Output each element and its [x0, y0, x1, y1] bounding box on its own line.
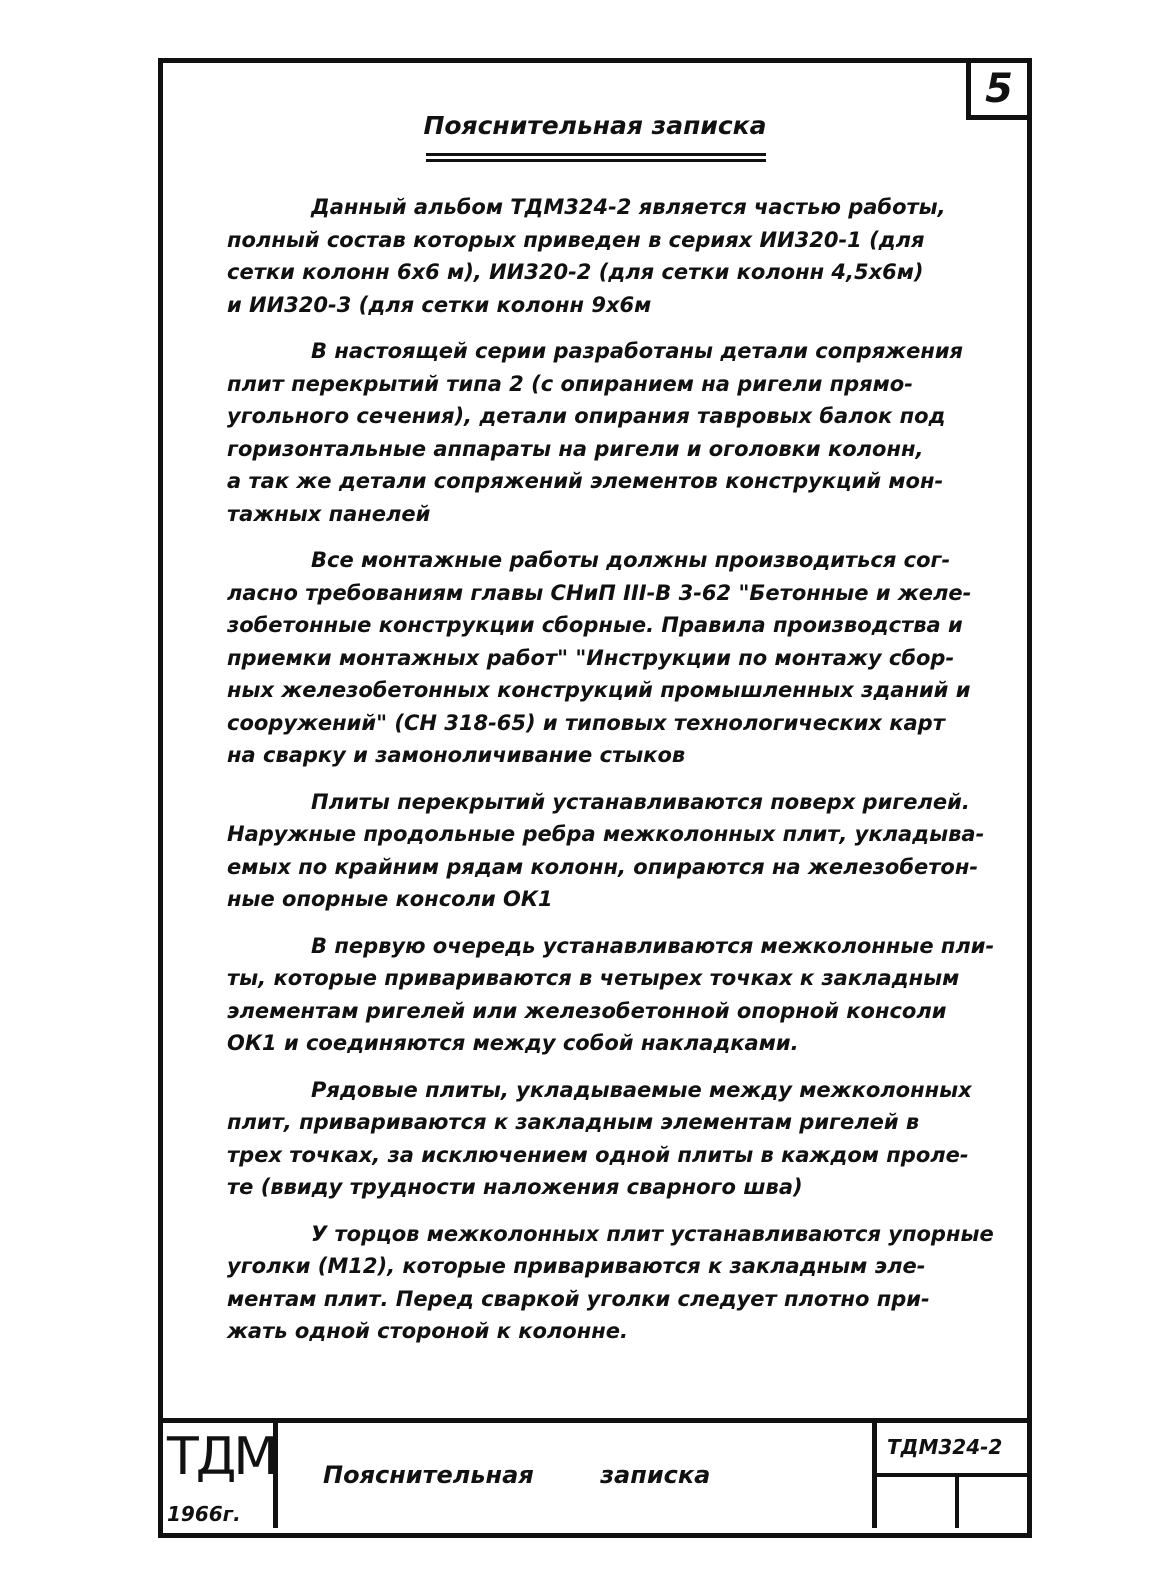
page-number: 5 [966, 58, 1032, 120]
text-line: Наружные продольные ребра межколонных плит, укладыва- [227, 822, 985, 846]
paragraph [227, 544, 1027, 772]
text-line: емых по крайним рядам колонн, опираются на железобетон- [227, 854, 979, 879]
text-line: и ИИ320-3 (для сетки колонн 9х6м [227, 292, 652, 317]
text-line: приемки монтажных работ" "Инструкции по монтажу сбор- [227, 645, 955, 670]
stamp-code-box [872, 1423, 1027, 1528]
title-underline [426, 153, 766, 156]
text-line: те (ввиду трудности наложения сварного шва) [227, 1175, 803, 1199]
note-body [227, 191, 1027, 1362]
text-line: плит перекрытий типа 2 (с опиранием на ригели прямо- [227, 371, 913, 396]
text-line: ты, которые привариваются в четырех точках к закладным [227, 966, 960, 990]
paragraph [227, 1218, 1027, 1348]
text-line: ные опорные консоли ОК1 [227, 887, 553, 911]
album-code: ТДМ324-2 [887, 1435, 1003, 1459]
paragraph [227, 191, 1027, 321]
text-line: зобетонные конструкции сборные. Правила производства и [227, 613, 963, 637]
document-sheet [158, 58, 1032, 1538]
text-line: ласно требованиям главы СНиП III-В 3-62 "Бетонные и желе- [227, 580, 972, 605]
title-block [163, 1418, 1027, 1533]
title-underline-2 [426, 159, 766, 162]
text-line: сооружений" (СН 318-65) и типовых технологических карт [227, 710, 945, 735]
page-title: Пояснительная записка [423, 111, 767, 140]
stamp-divider [877, 1473, 1027, 1477]
paragraph [227, 930, 1027, 1060]
text-line: У торцов межколонных плит устанавливаются упорные [311, 1221, 994, 1246]
text-line: ОК1 и соединяются между собой накладками. [227, 1031, 799, 1055]
organization-logo [163, 1423, 278, 1528]
text-line: сетки колонн 6х6 м), ИИ320-2 (для сетки колонн 4,5х6м) [227, 260, 924, 284]
text-line: уголки (М12), которые привариваются к закладным эле- [227, 1254, 926, 1278]
text-line: тажных панелей [227, 501, 431, 526]
text-line: плит, привариваются к закладным элементам ригелей в [227, 1110, 920, 1134]
paragraph [227, 786, 1027, 916]
text-line: Рядовые плиты, укладываемые между межколонных [311, 1077, 972, 1102]
text-line: ментам плит. Перед сваркой уголки следует плотно при- [227, 1286, 930, 1311]
text-line: В настоящей серии разработаны детали сопряжения [311, 339, 964, 363]
text-line: угольного сечения), детали опирания тавровых балок под [227, 404, 946, 428]
text-line: полный состав которых приведен в сериях ИИ320-1 (для [227, 227, 925, 252]
text-line: трех точках, за исключением одной плиты в каждом проле- [227, 1142, 969, 1167]
text-line: Плиты перекрытий устанавливаются поверх ригелей. [311, 789, 970, 814]
paragraph [227, 335, 1027, 530]
stamp-divider-vertical [955, 1473, 959, 1528]
text-line: Все монтажные работы должны производиться сог- [311, 548, 951, 572]
text-line: В первую очередь устанавливаются межколонные пли- [311, 933, 995, 958]
text-line: Данный альбом ТДМ324-2 является частью работы, [311, 195, 946, 219]
text-line: жать одной стороной к колонне. [227, 1319, 628, 1343]
logo-year: 1966г. [167, 1502, 241, 1526]
text-line: горизонтальные аппараты на ригели и оголовки колонн, [227, 436, 924, 461]
text-line: а так же детали сопряжений элементов конструкций мон- [227, 469, 944, 493]
logo-mark: ТДМ [167, 1427, 276, 1487]
stamp-title: Пояснительная записка [323, 1461, 711, 1489]
text-line: на сварку и замоноличивание стыков [227, 743, 686, 767]
text-line: элементам ригелей или железобетонной опорной консоли [227, 998, 947, 1023]
text-line: ных железобетонных конструкций промышленных зданий и [227, 678, 971, 702]
paragraph [227, 1074, 1027, 1204]
